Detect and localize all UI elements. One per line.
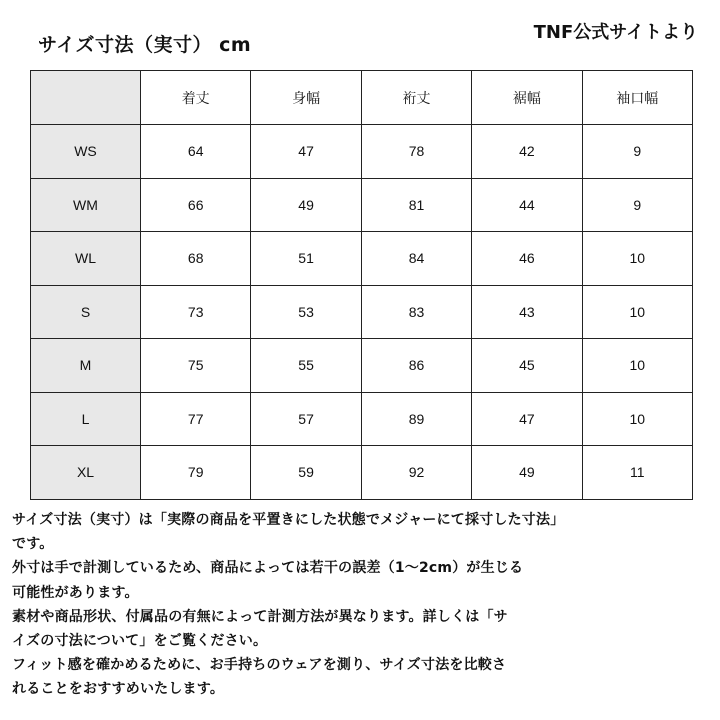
note-line: です。 bbox=[12, 536, 54, 553]
table-cell: 78 bbox=[361, 125, 471, 179]
size-label: XL bbox=[31, 446, 141, 500]
table-row bbox=[31, 446, 693, 500]
table-cell: 47 bbox=[472, 392, 582, 446]
note-line: 可能性があります。 bbox=[12, 584, 139, 601]
table-cell: 53 bbox=[251, 285, 361, 339]
header-cuff-width: 袖口幅 bbox=[582, 71, 692, 125]
header-corner-cell bbox=[31, 71, 141, 125]
table-cell: 47 bbox=[251, 125, 361, 179]
size-label: WL bbox=[31, 232, 141, 286]
size-label: WM bbox=[31, 178, 141, 232]
table-cell: 84 bbox=[361, 232, 471, 286]
table-cell: 9 bbox=[582, 178, 692, 232]
notes-block bbox=[12, 508, 712, 702]
table-cell: 10 bbox=[582, 339, 692, 393]
note-line: フィット感を確かめるために、お手持ちのウェアを測り、サイズ寸法を比較さ bbox=[12, 657, 507, 674]
table-row bbox=[31, 392, 693, 446]
table-cell: 83 bbox=[361, 285, 471, 339]
table-header-row bbox=[31, 71, 693, 125]
table-cell: 86 bbox=[361, 339, 471, 393]
table-cell: 77 bbox=[141, 392, 251, 446]
table-row bbox=[31, 178, 693, 232]
table-cell: 9 bbox=[582, 125, 692, 179]
table-cell: 42 bbox=[472, 125, 582, 179]
size-label: L bbox=[31, 392, 141, 446]
note-line: イズの寸法について」をご覧ください。 bbox=[12, 633, 268, 650]
size-label: M bbox=[31, 339, 141, 393]
table-row bbox=[31, 285, 693, 339]
table-cell: 46 bbox=[472, 232, 582, 286]
table-cell: 55 bbox=[251, 339, 361, 393]
size-label: S bbox=[31, 285, 141, 339]
table-cell: 49 bbox=[251, 178, 361, 232]
note-line: 素材や商品形状、付属品の有無によって計測方法が異なります。詳しくは「サ bbox=[12, 608, 508, 625]
table-cell: 11 bbox=[582, 446, 692, 500]
note-line: 外寸は手で計測しているため、商品によっては若干の誤差（1～2cm）が生じる bbox=[12, 560, 524, 577]
note-line: れることをおすすめいたします。 bbox=[12, 681, 225, 698]
table-cell: 45 bbox=[472, 339, 582, 393]
table-cell: 81 bbox=[361, 178, 471, 232]
table-cell: 75 bbox=[141, 339, 251, 393]
table-cell: 43 bbox=[472, 285, 582, 339]
table-cell: 10 bbox=[582, 285, 692, 339]
header-hem-width: 裾幅 bbox=[472, 71, 582, 125]
header-width: 身幅 bbox=[251, 71, 361, 125]
table-cell: 89 bbox=[361, 392, 471, 446]
table-cell: 73 bbox=[141, 285, 251, 339]
table-cell: 57 bbox=[251, 392, 361, 446]
source-label: TNF公式サイトより bbox=[533, 22, 698, 43]
size-label: WS bbox=[31, 125, 141, 179]
table-cell: 64 bbox=[141, 125, 251, 179]
table-row bbox=[31, 232, 693, 286]
table-cell: 79 bbox=[141, 446, 251, 500]
table-cell: 68 bbox=[141, 232, 251, 286]
table-cell: 66 bbox=[141, 178, 251, 232]
table-cell: 92 bbox=[361, 446, 471, 500]
table-cell: 10 bbox=[582, 392, 692, 446]
table-cell: 49 bbox=[472, 446, 582, 500]
header-sleeve-length: 裄丈 bbox=[361, 71, 471, 125]
header-length: 着丈 bbox=[141, 71, 251, 125]
table-row bbox=[31, 339, 693, 393]
note-line: サイズ寸法（実寸）は「実際の商品を平置きにした状態でメジャーにて採寸した寸法」 bbox=[12, 512, 565, 528]
table-cell: 44 bbox=[472, 178, 582, 232]
table-cell: 10 bbox=[582, 232, 692, 286]
size-table bbox=[30, 70, 693, 500]
table-cell: 51 bbox=[251, 232, 361, 286]
table-cell: 59 bbox=[251, 446, 361, 500]
table-row bbox=[31, 125, 693, 179]
page-title: サイズ寸法（実寸） cm bbox=[38, 34, 252, 56]
